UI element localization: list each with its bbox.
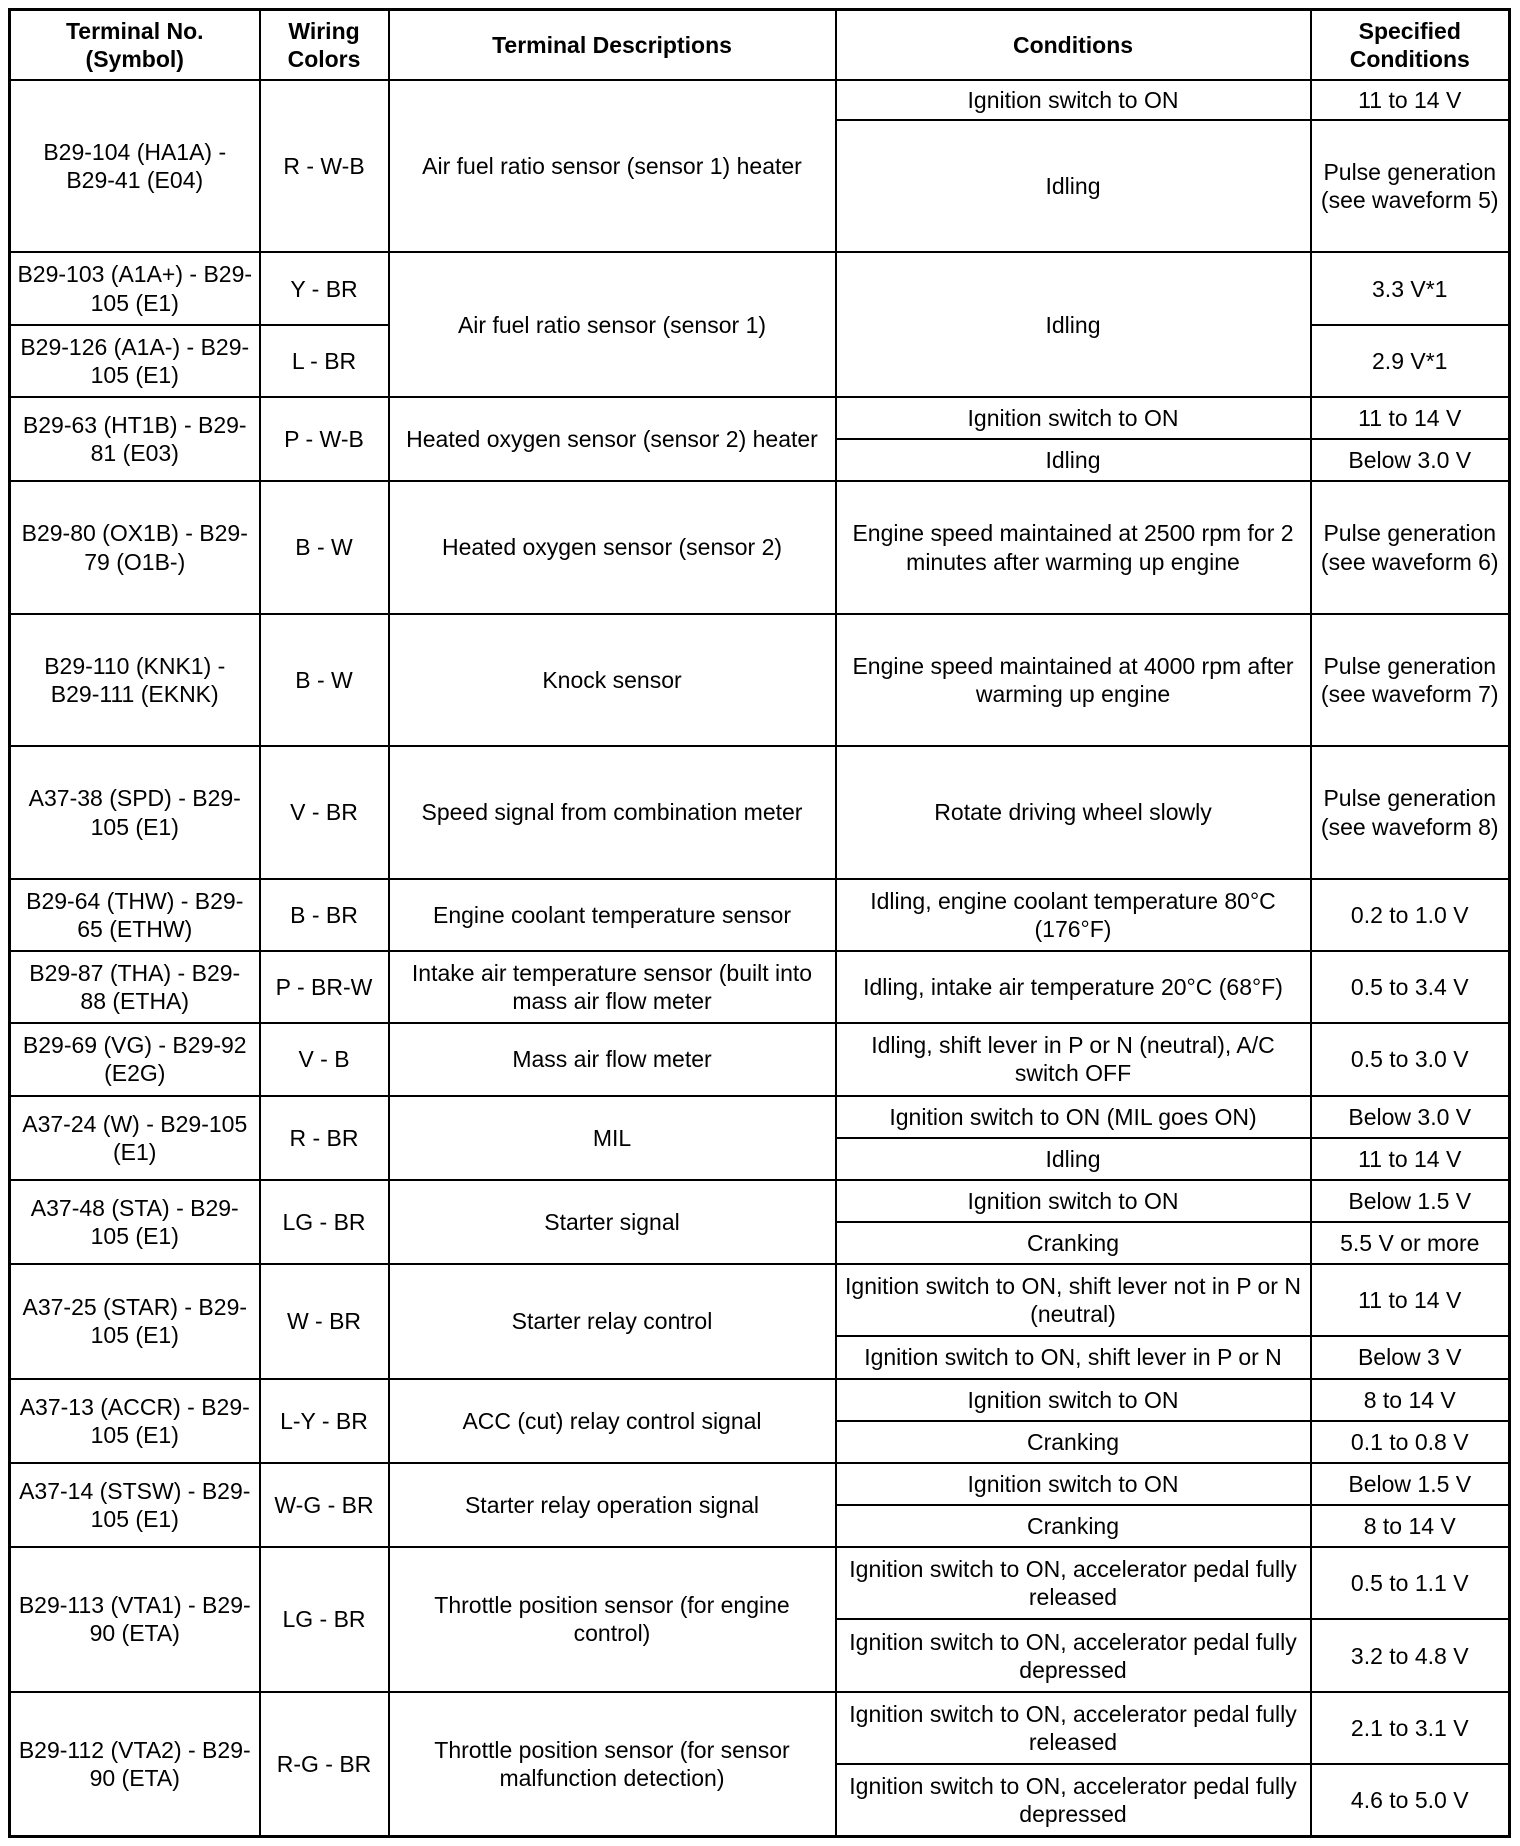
wiring-cell: L - BR	[260, 325, 389, 397]
condition-cell: Engine speed maintained at 2500 rpm for 2 minutes after warming up engine	[836, 481, 1311, 614]
description-cell: ACC (cut) relay control signal	[389, 1379, 836, 1463]
header-description: Terminal Descriptions	[389, 10, 836, 80]
terminal-spec-table	[8, 8, 1511, 1838]
description-cell: Engine coolant temperature sensor	[389, 879, 836, 951]
table-row	[10, 1023, 1510, 1095]
wiring-cell: V - B	[260, 1023, 389, 1095]
condition-cell: Idling, shift lever in P or N (neutral), A/C switch OFF	[836, 1023, 1311, 1095]
spec-cell: Pulse generation (see waveform 8)	[1311, 746, 1510, 879]
wiring-cell: Y - BR	[260, 252, 389, 324]
spec-cell: 11 to 14 V	[1311, 80, 1510, 120]
wiring-cell: L-Y - BR	[260, 1379, 389, 1463]
terminal-cell: A37-38 (SPD) - B29-105 (E1)	[10, 746, 260, 879]
table-row	[10, 746, 1510, 879]
spec-cell: Pulse generation (see waveform 6)	[1311, 481, 1510, 614]
spec-cell: 0.5 to 3.4 V	[1311, 951, 1510, 1023]
terminal-cell: B29-80 (OX1B) - B29-79 (O1B-)	[10, 481, 260, 614]
description-cell: Starter signal	[389, 1180, 836, 1264]
spec-cell: 11 to 14 V	[1311, 1264, 1510, 1336]
table-row	[10, 1379, 1510, 1421]
table-row	[10, 252, 1510, 324]
condition-cell: Idling	[836, 1138, 1311, 1180]
spec-cell: 5.5 V or more	[1311, 1222, 1510, 1264]
condition-cell: Ignition switch to ON, accelerator pedal fully released	[836, 1692, 1311, 1764]
condition-cell: Ignition switch to ON	[836, 1463, 1311, 1505]
description-cell: Speed signal from combination meter	[389, 746, 836, 879]
spec-cell: 3.2 to 4.8 V	[1311, 1619, 1510, 1691]
spec-cell: Below 3.0 V	[1311, 1096, 1510, 1138]
wiring-cell: P - W-B	[260, 397, 389, 481]
description-cell: Mass air flow meter	[389, 1023, 836, 1095]
table-row	[10, 614, 1510, 747]
description-cell: Intake air temperature sensor (built into mass air flow meter	[389, 951, 836, 1023]
wiring-cell: W-G - BR	[260, 1463, 389, 1547]
wiring-cell: R - BR	[260, 1096, 389, 1180]
spec-cell: 0.5 to 3.0 V	[1311, 1023, 1510, 1095]
terminal-cell: B29-112 (VTA2) - B29-90 (ETA)	[10, 1692, 260, 1837]
table-row	[10, 481, 1510, 614]
terminal-cell: B29-87 (THA) - B29-88 (ETHA)	[10, 951, 260, 1023]
spec-cell: 4.6 to 5.0 V	[1311, 1764, 1510, 1836]
wiring-cell: LG - BR	[260, 1547, 389, 1692]
condition-cell: Ignition switch to ON, shift lever not in P or N (neutral)	[836, 1264, 1311, 1336]
table-row	[10, 1264, 1510, 1336]
table-row	[10, 1096, 1510, 1138]
terminal-cell: A37-24 (W) - B29-105 (E1)	[10, 1096, 260, 1180]
spec-cell: 2.9 V*1	[1311, 325, 1510, 397]
condition-cell: Idling	[836, 439, 1311, 481]
table-row	[10, 951, 1510, 1023]
spec-cell: 8 to 14 V	[1311, 1379, 1510, 1421]
wiring-cell: R - W-B	[260, 80, 389, 253]
description-cell: Throttle position sensor (for sensor malfunction detection)	[389, 1692, 836, 1837]
spec-cell: 11 to 14 V	[1311, 1138, 1510, 1180]
condition-cell: Cranking	[836, 1222, 1311, 1264]
header-terminal: Terminal No. (Symbol)	[10, 10, 260, 80]
table-row	[10, 1547, 1510, 1619]
header-wiring: Wiring Colors	[260, 10, 389, 80]
spec-cell: Below 1.5 V	[1311, 1180, 1510, 1222]
condition-cell: Ignition switch to ON	[836, 80, 1311, 120]
table-row	[10, 879, 1510, 951]
spec-cell: 0.1 to 0.8 V	[1311, 1421, 1510, 1463]
wiring-cell: V - BR	[260, 746, 389, 879]
spec-cell: 0.5 to 1.1 V	[1311, 1547, 1510, 1619]
spec-cell: Below 3.0 V	[1311, 439, 1510, 481]
wiring-cell: LG - BR	[260, 1180, 389, 1264]
condition-cell: Ignition switch to ON, accelerator pedal fully depressed	[836, 1764, 1311, 1836]
condition-cell: Ignition switch to ON	[836, 1379, 1311, 1421]
terminal-cell: A37-25 (STAR) - B29-105 (E1)	[10, 1264, 260, 1378]
condition-cell: Ignition switch to ON	[836, 397, 1311, 439]
condition-cell: Ignition switch to ON	[836, 1180, 1311, 1222]
table-row	[10, 1180, 1510, 1222]
spec-cell: 11 to 14 V	[1311, 397, 1510, 439]
terminal-cell: B29-64 (THW) - B29-65 (ETHW)	[10, 879, 260, 951]
spec-cell: 3.3 V*1	[1311, 252, 1510, 324]
terminal-cell: B29-103 (A1A+) - B29-105 (E1)	[10, 252, 260, 324]
description-cell: Heated oxygen sensor (sensor 2) heater	[389, 397, 836, 481]
condition-cell: Cranking	[836, 1421, 1311, 1463]
condition-cell: Idling	[836, 252, 1311, 397]
description-cell: Air fuel ratio sensor (sensor 1) heater	[389, 80, 836, 253]
wiring-cell: B - W	[260, 481, 389, 614]
condition-cell: Ignition switch to ON (MIL goes ON)	[836, 1096, 1311, 1138]
terminal-cell: B29-113 (VTA1) - B29-90 (ETA)	[10, 1547, 260, 1692]
spec-cell: 0.2 to 1.0 V	[1311, 879, 1510, 951]
terminal-cell: A37-48 (STA) - B29-105 (E1)	[10, 1180, 260, 1264]
wiring-cell: B - W	[260, 614, 389, 747]
table-row	[10, 1463, 1510, 1505]
header-row	[10, 10, 1510, 80]
condition-cell: Idling, intake air temperature 20°C (68°F)	[836, 951, 1311, 1023]
condition-cell: Idling, engine coolant temperature 80°C (176°F)	[836, 879, 1311, 951]
condition-cell: Ignition switch to ON, shift lever in P or N	[836, 1336, 1311, 1378]
description-cell: MIL	[389, 1096, 836, 1180]
condition-cell: Idling	[836, 120, 1311, 253]
description-cell: Air fuel ratio sensor (sensor 1)	[389, 252, 836, 397]
description-cell: Starter relay control	[389, 1264, 836, 1378]
table-row	[10, 1692, 1510, 1764]
spec-cell: Pulse generation (see waveform 7)	[1311, 614, 1510, 747]
terminal-cell: B29-126 (A1A-) - B29-105 (E1)	[10, 325, 260, 397]
table-row	[10, 397, 1510, 439]
wiring-cell: B - BR	[260, 879, 389, 951]
terminal-cell: B29-69 (VG) - B29-92 (E2G)	[10, 1023, 260, 1095]
description-cell: Starter relay operation signal	[389, 1463, 836, 1547]
terminal-cell: B29-104 (HA1A) - B29-41 (E04)	[10, 80, 260, 253]
condition-cell: Ignition switch to ON, accelerator pedal fully released	[836, 1547, 1311, 1619]
wiring-cell: P - BR-W	[260, 951, 389, 1023]
spec-cell: 2.1 to 3.1 V	[1311, 1692, 1510, 1764]
header-conditions: Conditions	[836, 10, 1311, 80]
description-cell: Knock sensor	[389, 614, 836, 747]
table-row	[10, 80, 1510, 120]
terminal-cell: B29-110 (KNK1) - B29-111 (EKNK)	[10, 614, 260, 747]
spec-cell: Below 1.5 V	[1311, 1463, 1510, 1505]
condition-cell: Cranking	[836, 1505, 1311, 1547]
spec-cell: Pulse generation (see waveform 5)	[1311, 120, 1510, 253]
wiring-cell: R-G - BR	[260, 1692, 389, 1837]
terminal-cell: A37-14 (STSW) - B29-105 (E1)	[10, 1463, 260, 1547]
terminal-cell: A37-13 (ACCR) - B29-105 (E1)	[10, 1379, 260, 1463]
terminal-cell: B29-63 (HT1B) - B29-81 (E03)	[10, 397, 260, 481]
spec-cell: Below 3 V	[1311, 1336, 1510, 1378]
description-cell: Throttle position sensor (for engine control)	[389, 1547, 836, 1692]
header-specified: Specified Conditions	[1311, 10, 1510, 80]
description-cell: Heated oxygen sensor (sensor 2)	[389, 481, 836, 614]
wiring-cell: W - BR	[260, 1264, 389, 1378]
condition-cell: Ignition switch to ON, accelerator pedal fully depressed	[836, 1619, 1311, 1691]
condition-cell: Rotate driving wheel slowly	[836, 746, 1311, 879]
spec-cell: 8 to 14 V	[1311, 1505, 1510, 1547]
condition-cell: Engine speed maintained at 4000 rpm after warming up engine	[836, 614, 1311, 747]
